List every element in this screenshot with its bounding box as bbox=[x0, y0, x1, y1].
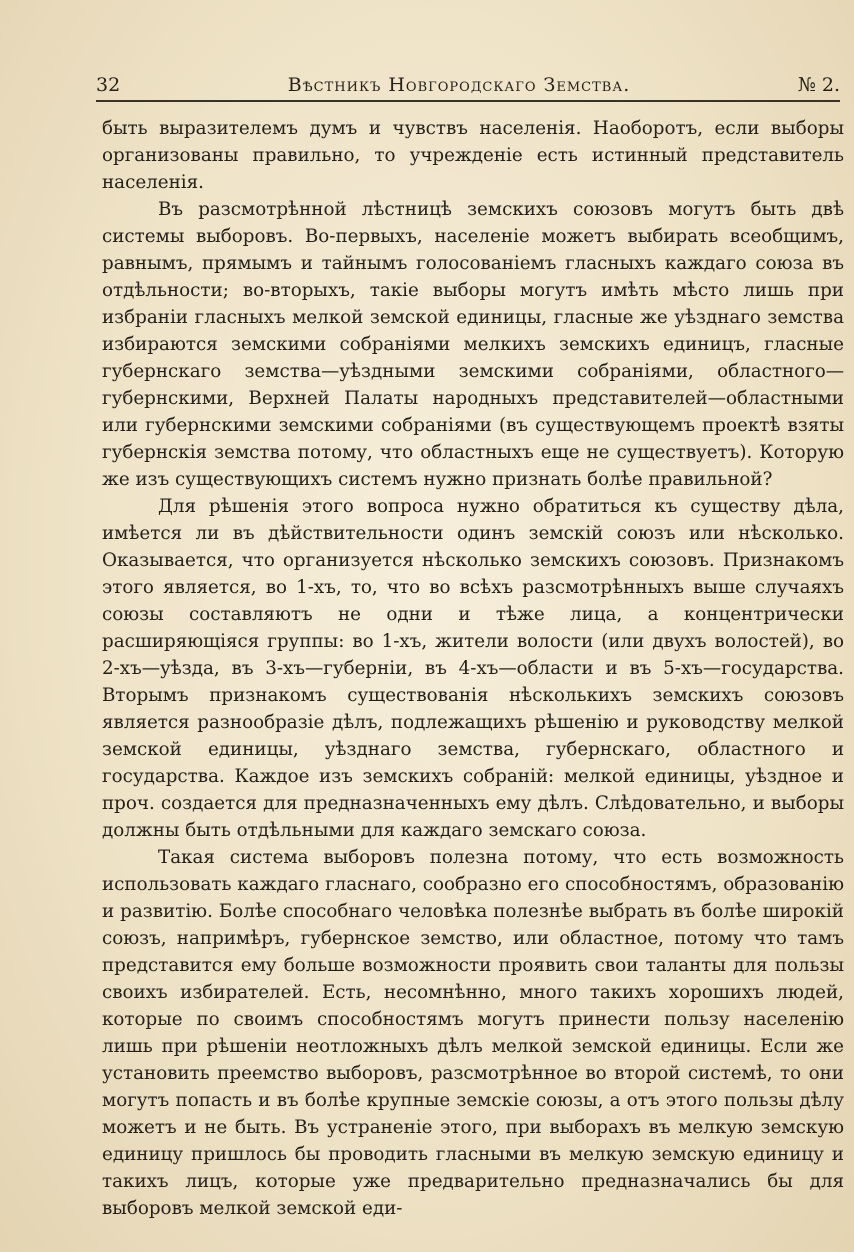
article-body bbox=[102, 115, 844, 1222]
paragraph: Такая система выборовъ полезна потому, что есть возможность использовать каждаго гласнаго, сообразно его способностямъ, образованію и развитію. Болѣе способнаго человѣка полезнѣе выбрать въ болѣе широкій союзъ, напримѣръ, губернское земство, или областное, потому что тамъ представится ему больше возможности проявить свои таланты для пользы своихъ избирателей. Есть, несомнѣнно, много такихъ хорошихъ людей, которые по своимъ способностямъ могутъ принести пользу населенію лишь при рѣшеніи неотложныхъ дѣлъ мелкой земской единицы. Если же установить преемство выборовъ, разсмотрѣнное во второй системѣ, то они могутъ попасть и въ болѣе крупные земскіе союзы, а отъ этого пользы дѣлу можетъ и не быть. Въ устраненіе этого, при выборахъ въ мелкую земскую единицу пришлось бы проводить гласными въ мелкую земскую единицу и такихъ лицъ, которые уже предварительно предназначались бы для выборовъ мелкой земской еди- bbox=[102, 847, 844, 1219]
paragraph: быть выразителемъ думъ и чувствъ населенія. Наоборотъ, если выборы организованы правильно, то учрежденіе есть истинный представитель населенія. bbox=[102, 118, 844, 193]
running-header bbox=[96, 58, 840, 102]
paragraph: Въ разсмотрѣнной лѣстницѣ земскихъ союзовъ могутъ быть двѣ системы выборовъ. Во-первыхъ, населеніе можетъ выбирать всеобщимъ, равнымъ, прямымъ и тайнымъ голосованіемъ гласныхъ каждаго союза въ отдѣльности; во-вторыхъ, такіе выборы могутъ имѣть мѣсто лишь при избраніи гласныхъ мелкой земской единицы, гласные же уѣзднаго земства избираются земскими собраніями мелкихъ земскихъ единицъ, гласные губернскаго земства—уѣздными земскими собраніями, областного—губернскими, Верхней Палаты народныхъ представителей—областными или губернскими земскими собраніями (въ существующемъ проектѣ взяты губернскія земства потому, что областныхъ еще не существуетъ). Которую же изъ существующихъ системъ нужно признать болѣе правильной? bbox=[102, 199, 844, 490]
journal-title: Вѣстникъ Новгородскаго Земства. bbox=[287, 74, 631, 96]
issue-number: № 2. bbox=[797, 74, 840, 96]
page-number: 32 bbox=[96, 74, 121, 96]
paragraph: Для рѣшенія этого вопроса нужно обратиться къ существу дѣла, имѣется ли въ дѣйствительности одинъ земскій союзъ или нѣсколько. Оказывается, что организуется нѣсколько земскихъ союзовъ. Признакомъ этого является, во 1-хъ, то, что во всѣхъ разсмотрѣнныхъ выше случаяхъ союзы составляютъ не одни и тѣже лица, а концентрически расширяющіяся группы: во 1-хъ, жители волости (или двухъ волостей), во 2-хъ—уѣзда, въ 3-хъ—губерніи, въ 4-хъ—области и въ 5-хъ—государства. Вторымъ признакомъ существованія нѣсколькихъ земскихъ союзовъ является разнообразіе дѣлъ, подлежащихъ рѣшенію и руководству мелкой земской единицы, уѣзднаго земства, губернскаго, областного и государства. Каждое изъ земскихъ собраній: мелкой единицы, уѣздное и проч. создается для предназначенныхъ ему дѣлъ. Слѣдовательно, и выборы должны быть отдѣльными для каждаго земскаго союза. bbox=[102, 496, 844, 841]
